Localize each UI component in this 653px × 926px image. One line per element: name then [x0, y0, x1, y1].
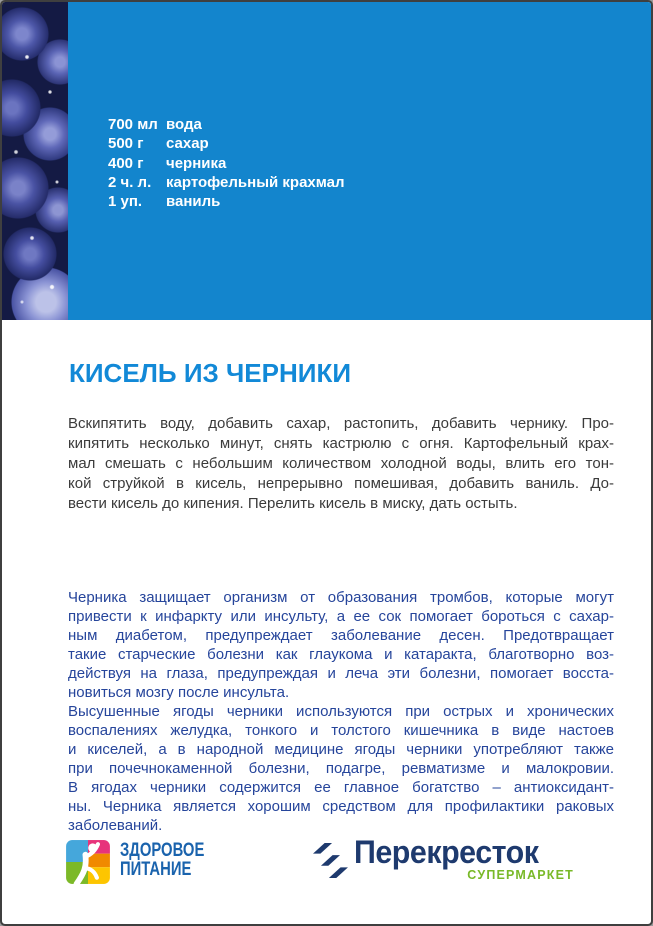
blueberries-photo — [2, 2, 68, 320]
ingredient-qty: 500 г — [108, 135, 144, 153]
text-line: Черника защищает организм от образования тромбов, которые могут — [68, 589, 614, 606]
text-line: мал смешать с небольшим количеством холодной воды, влить его тон- — [68, 455, 614, 472]
ingredient-qty: 1 уп. — [108, 193, 143, 211]
text-line: такие старческие болезни как глаукома и катаракта, благотворно воз- — [68, 646, 614, 663]
ingredient-name: черника — [166, 154, 227, 172]
ingredient-name: ваниль — [166, 193, 221, 211]
healthy-eating-logo-text — [120, 841, 204, 879]
perekrestok-name: Перекресток — [354, 834, 539, 870]
text-line: Высушенные ягоды черники используются при острых и хронических — [68, 703, 614, 720]
text-line: новиться мозгу после инсульта. — [68, 684, 290, 701]
ingredient-row — [108, 154, 345, 173]
text-line: и киселей, а в народной медицине ягоды черники употребляют также — [68, 741, 614, 758]
ingredient-qty: 400 г — [108, 154, 144, 172]
text-line: Вскипятить воду, добавить сахар, растопить, добавить чернику. Про- — [68, 415, 614, 432]
text-line: воспалениях желудка, тонкого и толстого кишечника в виде настоев — [68, 722, 614, 739]
healthy-eating-logo-icon — [65, 839, 111, 885]
ingredient-name: картофельный крахмал — [166, 173, 345, 191]
ingredient-qty: 2 ч. л. — [108, 173, 152, 191]
health-info-paragraphs — [68, 588, 614, 835]
text-line: ны. Черника является хорошим средством для профилактики раковых — [68, 798, 614, 815]
ingredient-name: вода — [166, 116, 202, 133]
ingredients-list — [108, 115, 345, 211]
text-line: действуя на глаза, предупреждая и леча эти болезни, помогает восста- — [68, 665, 614, 682]
perekrestok-mark-icon — [313, 843, 349, 879]
ingredient-row — [108, 115, 345, 134]
perekrestok-logo — [313, 834, 576, 890]
text-line: кой струйкой в кисель, непрерывно помешивая, добавить ваниль. До- — [68, 475, 614, 492]
text-line: кипятить несколько минут, снять кастрюлю с огня. Картофельный крах- — [68, 435, 614, 452]
ingredient-row — [108, 134, 345, 153]
healthy-eating-line1: ЗДОРОВОЕ — [120, 840, 205, 861]
instructions-paragraph — [68, 414, 614, 514]
text-line: при почечнокаменной болезни, подагре, ревматизме и малокровии. — [68, 760, 614, 777]
text-line: привести к инфаркту или инсульту, а ее сок помогает бороться с сахар- — [68, 608, 614, 625]
text-line: вести кисель до кипения. Перелить кисель в миску, дать остыть. — [68, 495, 518, 512]
text-line: заболеваний. — [68, 817, 163, 834]
ingredient-qty: 700 мл — [108, 116, 158, 133]
ingredient-row — [108, 173, 345, 192]
ingredient-name: сахар — [166, 135, 209, 153]
page-title: КИСЕЛЬ ИЗ ЧЕРНИКИ — [69, 358, 352, 388]
perekrestok-subtitle: СУПЕРМАРКЕТ — [467, 868, 574, 882]
text-line: ным диабетом, предупреждает заболевание десен. Предотвращает — [68, 627, 614, 644]
text-line: В ягодах черники содержится ее главное богатство – антиоксидант- — [68, 779, 614, 796]
healthy-eating-line2: ПИТАНИЕ — [120, 859, 192, 880]
ingredient-row — [108, 192, 345, 211]
